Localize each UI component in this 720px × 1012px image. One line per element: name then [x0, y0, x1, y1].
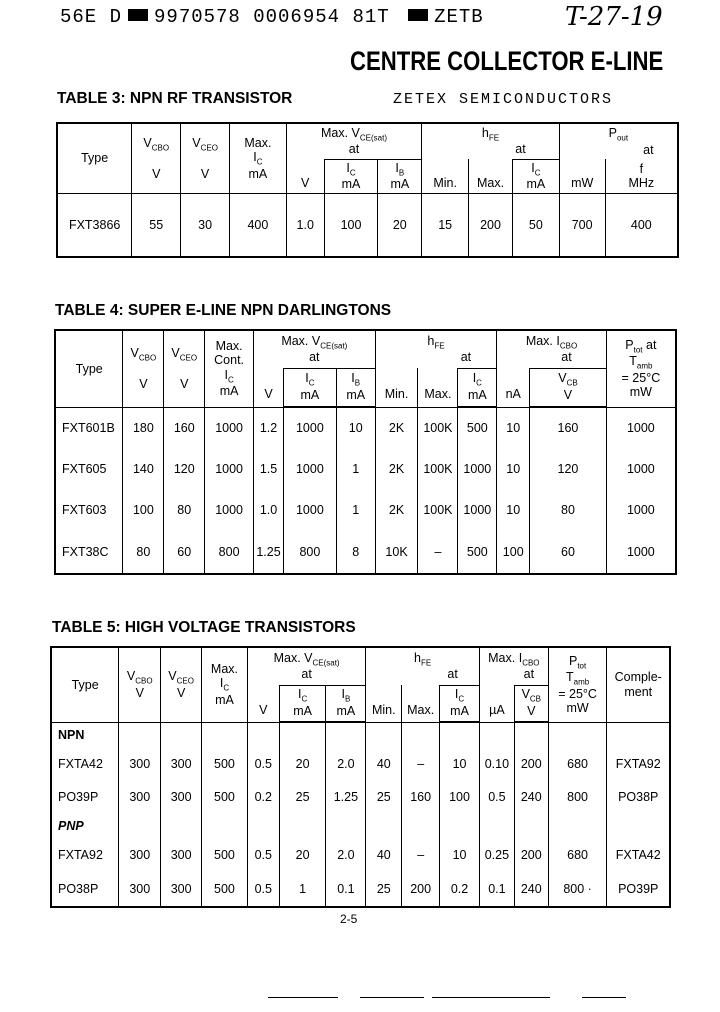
col-vcbo-header: $V_{CBO}$ V: [123, 330, 164, 407]
table-cell: 800: [283, 530, 336, 574]
table-cell: 1000: [283, 449, 336, 490]
table-cell: 300: [161, 839, 202, 872]
col-type-header: Type: [55, 330, 123, 407]
group-label-npn: NPN: [58, 728, 85, 743]
table-cell: 25: [366, 872, 402, 907]
code-right: ZETB: [434, 6, 484, 28]
table-cell: 1000: [458, 490, 497, 531]
table-row: [57, 194, 678, 258]
table-cell: 20: [279, 748, 326, 781]
table-cell: 160: [402, 781, 440, 814]
table-cell: 680: [548, 748, 607, 781]
table-cell: 120: [530, 449, 607, 490]
table-cell: 40: [366, 748, 402, 781]
col-ptot-header: $P_{tot}$ at $T_{amb}$ = 25°C mW: [606, 330, 676, 407]
table-cell: 1000: [283, 407, 336, 449]
table-row: [51, 872, 670, 907]
table-cell: 1000: [606, 407, 676, 449]
table-cell: 60: [530, 530, 607, 574]
table-cell: 80: [123, 530, 164, 574]
table-cell: 0.5: [247, 748, 279, 781]
table-cell: f MHz: [605, 159, 678, 194]
col-hfe-ic-header: $I_C$ mA: [458, 368, 497, 406]
col-vcb-header: $V_{CB}$ V: [530, 368, 607, 406]
table-cell: –: [402, 748, 440, 781]
table-cell: [247, 722, 279, 748]
table5-title: TABLE 5: HIGH VOLTAGE TRANSISTORS: [52, 619, 356, 636]
table-cell: 2.0: [326, 839, 366, 872]
table-cell: V: [254, 368, 284, 407]
table-cell: nA: [497, 368, 530, 407]
table-cell: 300: [119, 872, 161, 907]
table-cell: mW: [559, 159, 605, 194]
table-cell: 800: [205, 530, 254, 574]
table4-title: TABLE 4: SUPER E-LINE NPN DARLINGTONS: [55, 302, 392, 319]
table-cell: 1.0: [286, 194, 324, 258]
table-cell: 300: [161, 781, 202, 814]
table-cell: 500: [458, 530, 497, 574]
col-ic-header: Max. $I_C$ mA: [230, 123, 287, 194]
table-cell: V: [247, 685, 279, 722]
table-cell: 300: [119, 839, 161, 872]
table-cell: [440, 722, 480, 748]
table-cell: 240: [514, 781, 548, 814]
col-complement-header: Comple-ment: [607, 647, 670, 722]
table-cell: 1.25: [326, 781, 366, 814]
table4: [54, 329, 677, 575]
table-cell: 1: [336, 449, 375, 490]
table-row: [51, 748, 670, 781]
table-cell: 20: [378, 194, 422, 258]
page-title: CENTRE COLLECTOR E-LINE: [350, 46, 664, 76]
table-cell: [279, 813, 326, 839]
table-cell: 30: [181, 194, 230, 258]
table-cell: 1000: [283, 490, 336, 531]
group-label-pnp: PNP: [58, 819, 84, 834]
table-row: [55, 407, 676, 449]
table-cell: [366, 813, 402, 839]
table-cell: Max.: [418, 368, 458, 407]
table-cell: 100: [440, 781, 480, 814]
table-cell: 8: [336, 530, 375, 574]
table-cell: 800: [548, 781, 607, 814]
manufacturer-name: ZETEX SEMICONDUCTORS: [393, 91, 614, 108]
table-cell: 140: [123, 449, 164, 490]
table-cell: 0.25: [479, 839, 514, 872]
col-vcbo-header: $V_{CBO}$ V: [132, 123, 181, 194]
page-number: 2-5: [340, 912, 358, 926]
table-cell: Min.: [375, 368, 418, 407]
table-row: [55, 490, 676, 531]
table-cell: 10: [497, 449, 530, 490]
table-cell: [366, 722, 402, 748]
table-cell: [202, 722, 248, 748]
col-vcesat-header: Max. $V_{CE(sat)}$ at: [247, 647, 365, 685]
table-cell: [202, 813, 248, 839]
table3-header-row: [57, 123, 678, 159]
table-cell: 680: [548, 839, 607, 872]
table-cell: PO38P: [607, 781, 670, 814]
table-cell: 0.5: [479, 781, 514, 814]
table-cell: 10: [440, 839, 480, 872]
table-cell: 200: [469, 194, 513, 258]
table-cell: 60: [164, 530, 205, 574]
table-cell: 1000: [606, 490, 676, 531]
handwritten-note: T-27-19: [565, 2, 663, 32]
col-ib-at-header: $I_B$ mA: [326, 685, 366, 721]
table-cell: 25: [279, 781, 326, 814]
table-cell: 500: [202, 748, 248, 781]
table-cell: [514, 813, 548, 839]
col-hfe-header: $h_{FE}$ at: [366, 647, 480, 685]
col-hfe-header: $h_{FE}$ at: [375, 330, 497, 368]
table-cell: [161, 722, 202, 748]
table-cell: 500: [202, 872, 248, 907]
table-cell: 300: [119, 781, 161, 814]
table-cell: [479, 813, 514, 839]
table-cell: 1000: [458, 449, 497, 490]
table-cell: 160: [164, 407, 205, 449]
table-cell: V: [286, 159, 324, 194]
table-cell: [607, 813, 670, 839]
table-cell: 180: [123, 407, 164, 449]
table-row: [55, 530, 676, 574]
table-cell: 0.1: [479, 872, 514, 907]
table-cell: FXT603: [62, 502, 107, 517]
table-cell: 25: [366, 781, 402, 814]
table-cell: PO39P: [607, 872, 670, 907]
table-cell: 0.2: [247, 781, 279, 814]
table-cell: 1000: [205, 407, 254, 449]
table-cell: [247, 813, 279, 839]
table-cell: 55: [132, 194, 181, 258]
table-cell: 400: [230, 194, 287, 258]
col-type-header: Type: [57, 123, 132, 194]
table-cell: 400: [605, 194, 678, 258]
table-cell: PO38P: [58, 881, 99, 896]
col-icbo-header: Max. $I_{CBO}$ at: [479, 647, 548, 685]
scan-rule: [582, 997, 626, 998]
col-ic-at-header: $I_C$ mA: [283, 368, 336, 406]
col-ib-at-header: $I_B$ mA: [378, 159, 422, 193]
table-cell: [548, 813, 607, 839]
table-cell: FXTA92: [607, 748, 670, 781]
scan-rule: [360, 997, 424, 998]
table-cell: 200: [402, 872, 440, 907]
table-cell: 0.5: [247, 872, 279, 907]
table-cell: 10: [336, 407, 375, 449]
table-cell: 1.2: [254, 407, 284, 449]
table-row: [51, 839, 670, 872]
table-cell: 80: [530, 490, 607, 531]
table-cell: 80: [164, 490, 205, 531]
col-pout-header: $P_{out}$ at: [559, 123, 678, 159]
table-cell: –: [402, 839, 440, 872]
table-cell: 200: [514, 839, 548, 872]
table-cell: 1: [336, 490, 375, 531]
table-cell: 160: [530, 407, 607, 449]
table-cell: [548, 722, 607, 748]
table-cell: FXT38C: [62, 544, 109, 559]
table-cell: FXTA42: [58, 757, 103, 772]
col-vceo-header: $V_{CEO}$ V: [161, 647, 202, 722]
table-cell: 2K: [375, 490, 418, 531]
table-cell: Max.: [402, 685, 440, 722]
col-vcb-header: $V_{CB}$ V: [514, 685, 548, 721]
col-ptot-header: $P_{tot}$ $T_{amb}$ = 25°C mW: [548, 647, 607, 722]
table-cell: 700: [559, 194, 605, 258]
col-vceo-header: $V_{CEO}$ V: [181, 123, 230, 194]
table-row: [51, 781, 670, 814]
col-type-header: Type: [51, 647, 119, 722]
table-cell: 1000: [205, 449, 254, 490]
table-cell: FXT3866: [68, 217, 121, 232]
col-vcesat-header: Max. $V_{CE(sat)}$ at: [286, 123, 421, 159]
table-cell: [402, 813, 440, 839]
table-cell: [514, 722, 548, 748]
table-cell: FXT601B: [62, 421, 115, 436]
table-cell: 1000: [205, 490, 254, 531]
table-cell: 50: [512, 194, 559, 258]
table-cell: 20: [279, 839, 326, 872]
table-cell: 2.0: [326, 748, 366, 781]
table5: [50, 646, 671, 908]
col-vcesat-header: Max. $V_{CE(sat)}$ at: [254, 330, 376, 368]
table3-title: TABLE 3: NPN RF TRANSISTOR: [57, 90, 293, 107]
table-cell: 100K: [418, 490, 458, 531]
table-cell: 1.0: [254, 490, 284, 531]
table-cell: 100: [123, 490, 164, 531]
table-cell: [326, 813, 366, 839]
redaction-block: [408, 9, 428, 21]
table-cell: 10: [440, 748, 480, 781]
col-ic-at-header: $I_C$ mA: [324, 159, 378, 193]
table-cell: [119, 813, 161, 839]
table-cell: 100: [497, 530, 530, 574]
table-cell: PO39P: [58, 789, 99, 804]
col-ic-header: Max. Cont. $I_C$ mA: [205, 330, 254, 407]
table-cell: 40: [366, 839, 402, 872]
col-vcbo-header: $V_{CBO}$ V: [119, 647, 161, 722]
table-cell: 100K: [418, 449, 458, 490]
table-cell: 300: [119, 748, 161, 781]
table-cell: FXTA92: [58, 848, 103, 863]
code-mid: 9970578 0006954 81T: [154, 6, 390, 28]
table-cell: 0.2: [440, 872, 480, 907]
code-left: 56E D: [60, 6, 123, 28]
table-cell: 2K: [375, 407, 418, 449]
table-cell: 300: [161, 872, 202, 907]
table-cell: 100: [324, 194, 378, 258]
table-cell: FXT605: [62, 462, 107, 477]
table-cell: –: [418, 530, 458, 574]
table-cell: [279, 722, 326, 748]
table-cell: 1.25: [254, 530, 284, 574]
table-cell: [479, 722, 514, 748]
table-cell: 500: [202, 839, 248, 872]
col-vceo-header: $V_{CEO}$ V: [164, 330, 205, 407]
col-ib-at-header: $I_B$ mA: [336, 368, 375, 406]
table-cell: 10: [497, 490, 530, 531]
table-cell: [607, 722, 670, 748]
table-cell: 2K: [375, 449, 418, 490]
table-cell: 800 ·: [548, 872, 607, 907]
scan-rule: [432, 997, 550, 998]
document-code-line: [60, 6, 484, 28]
table-cell: [402, 722, 440, 748]
table-cell: 200: [514, 748, 548, 781]
table-cell: 10: [497, 407, 530, 449]
col-hfe-ic-header: $I_C$ mA: [512, 159, 559, 193]
redaction-block: [128, 9, 148, 21]
table-cell: [119, 722, 161, 748]
table-cell: FXTA42: [607, 839, 670, 872]
table-cell: 1: [279, 872, 326, 907]
table-cell: µA: [479, 685, 514, 722]
table-cell: Min.: [366, 685, 402, 722]
table-cell: 10K: [375, 530, 418, 574]
table-row: [55, 449, 676, 490]
table-cell: 15: [422, 194, 469, 258]
table-cell: Max.: [469, 159, 513, 194]
table-cell: 100K: [418, 407, 458, 449]
table-cell: Min.: [422, 159, 469, 194]
table-cell: 500: [202, 781, 248, 814]
table-cell: 1000: [606, 449, 676, 490]
table-cell: 120: [164, 449, 205, 490]
table-cell: 0.5: [247, 839, 279, 872]
scan-rule: [268, 997, 338, 998]
table-cell: [161, 813, 202, 839]
table-cell: 240: [514, 872, 548, 907]
col-ic-at-header: $I_C$ mA: [279, 685, 326, 721]
table-cell: 500: [458, 407, 497, 449]
table-cell: 1.5: [254, 449, 284, 490]
table-cell: 0.10: [479, 748, 514, 781]
table-cell: 0.1: [326, 872, 366, 907]
table-cell: 300: [161, 748, 202, 781]
col-hfe-header: $h_{FE}$ at: [422, 123, 560, 159]
table3: [56, 122, 679, 258]
table-cell: [440, 813, 480, 839]
col-ic-header: Max. $I_C$ mA: [202, 647, 248, 722]
col-icbo-header: Max. $I_{CBO}$ at: [497, 330, 606, 368]
col-hfe-ic-header: $I_C$ mA: [440, 685, 480, 721]
table-cell: [326, 722, 366, 748]
table-cell: 1000: [606, 530, 676, 574]
